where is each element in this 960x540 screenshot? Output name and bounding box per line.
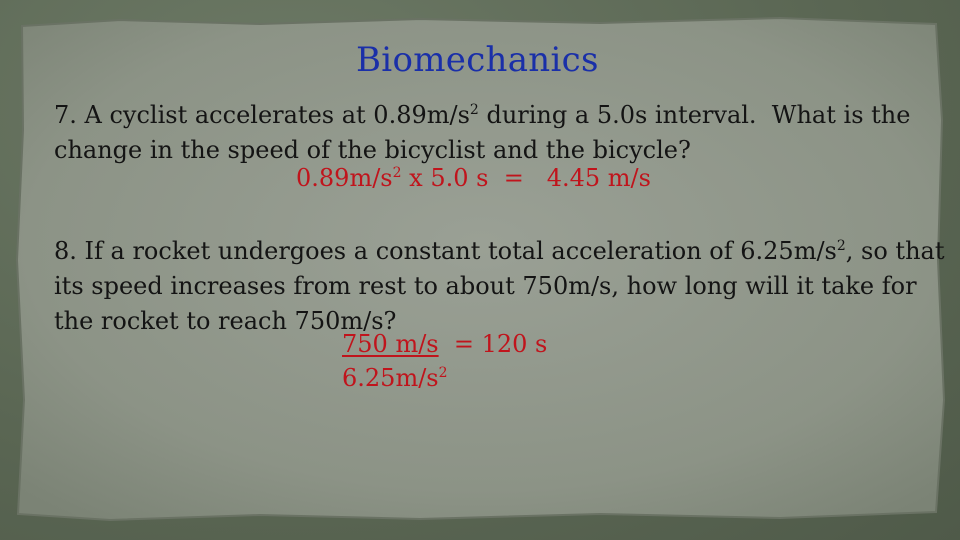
- question-8-answer-numerator: [342, 330, 547, 358]
- question-8-line-2: its speed increases from rest to about 750m/s, how long will it take for: [54, 272, 917, 300]
- slide-title: Biomechanics: [356, 40, 599, 80]
- q7-sup: 2: [469, 102, 479, 118]
- question-7-answer: [296, 164, 651, 192]
- question-7: [54, 93, 934, 168]
- q8-line1-sup: 2: [836, 238, 846, 254]
- q8-numerator: 750 m/s: [342, 330, 439, 358]
- q7-answer-b: x 5.0 s = 4.45 m/s: [401, 164, 651, 192]
- question-7-line-2: change in the speed of the bicyclist and the bicycle?: [54, 136, 691, 164]
- q8-line1-b: , so that: [845, 237, 945, 265]
- question-8-line-1: [54, 229, 945, 269]
- q7-text-b: during a 5.0s interval. What is the: [478, 101, 911, 129]
- question-8-line-3: the rocket to reach 750m/s?: [54, 307, 397, 335]
- q8-denominator-sup: 2: [438, 365, 448, 381]
- q7-answer-a: 0.89m/s: [296, 164, 393, 192]
- q8-line1-a: 8. If a rocket undergoes a constant total acceleration of 6.25m/s: [54, 237, 837, 265]
- q8-result: = 120 s: [438, 330, 548, 358]
- q7-answer-sup: 2: [392, 165, 402, 181]
- question-7-line-1: [54, 93, 934, 133]
- question-8: [54, 229, 945, 339]
- q8-denominator: 6.25m/s: [342, 364, 439, 392]
- q7-text-a: 7. A cyclist accelerates at 0.89m/s: [54, 101, 470, 129]
- question-8-answer-denominator: [342, 364, 448, 392]
